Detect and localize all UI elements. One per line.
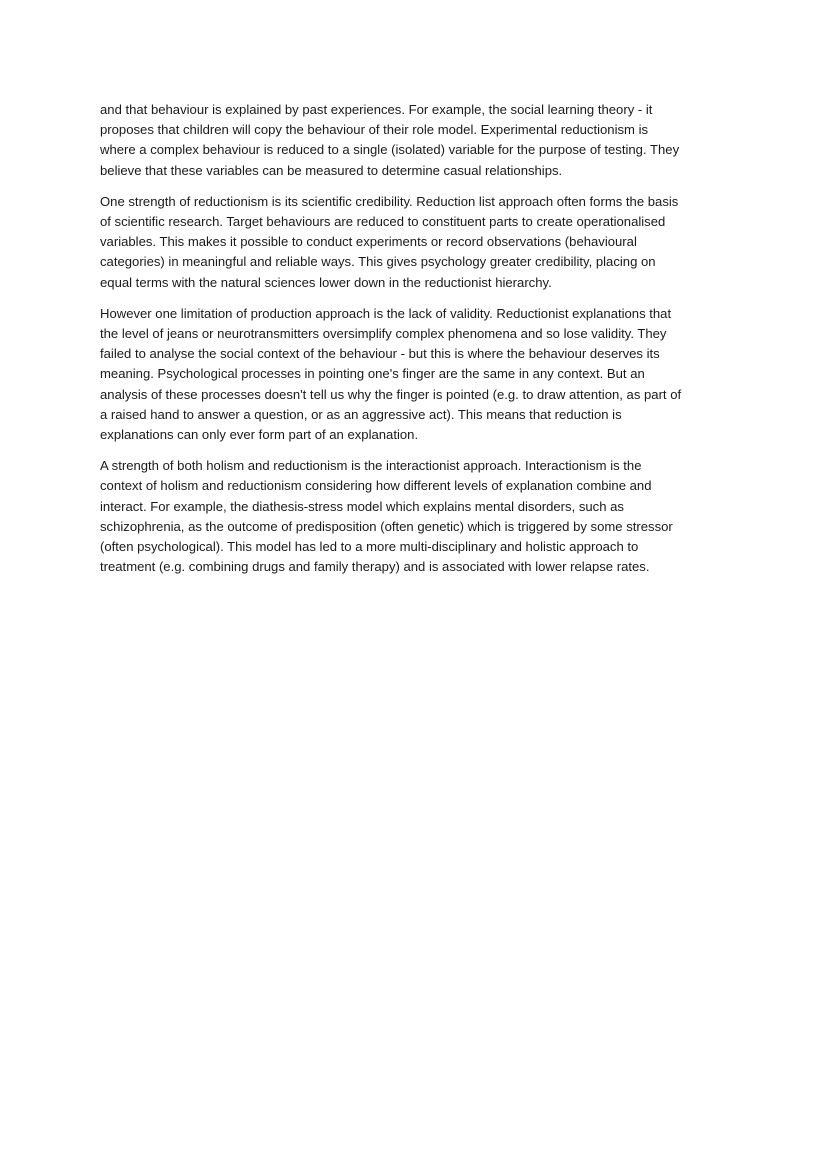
paragraph-1: and that behaviour is explained by past experiences. For example, the social learning theory - it proposes that children will copy the behaviour of their role model. Experimental reductionism is where a complex behaviour is reduced to a single (isolated) variable for the purpose of testing. They believe that these variables can be measured to determine casual relationships. (100, 102, 680, 178)
body-text (100, 100, 730, 588)
paragraph-4: A strength of both holism and reductionism is the interactionist approach. Interactionism is the context of holism and reductionism considering how different levels of explanation combine and interact. For example, the diathesis-stress model which explains mental disorders, such as schizophrenia, as the outcome of predisposition (often genetic) which is triggered by some stressor (often psychological). This model has led to a more multi-disciplinary and holistic approach to treatment (e.g. combining drugs and family therapy) and is associated with lower relapse rates. (100, 458, 673, 575)
paragraph-3: However one limitation of production approach is the lack of validity. Reductionist explanations that the level of jeans or neurotransmitters oversimplify complex phenomena and so lose validity. They failed to analyse the social context of the behaviour - but this is where the behaviour deserves its meaning. Psychological processes in pointing one's finger are the same in any context. But an analysis of these processes doesn't tell us why the finger is pointed (e.g. to draw attention, as part of a raised hand to answer a question, or as an aggressive act). This means that reduction is explanations can only ever form part of an explanation. (100, 305, 682, 443)
paragraph-2: One strength of reductionism is its scientific credibility. Reduction list approach often forms the basis of scientific research. Target behaviours are reduced to constituent parts to create operationalised variables. This makes it possible to conduct experiments or record observations (behavioural categories) in meaningful and reliable ways. This gives psychology greater credibility, placing on equal terms with the natural sciences lower down in the reductionist hierarchy. (100, 193, 679, 290)
